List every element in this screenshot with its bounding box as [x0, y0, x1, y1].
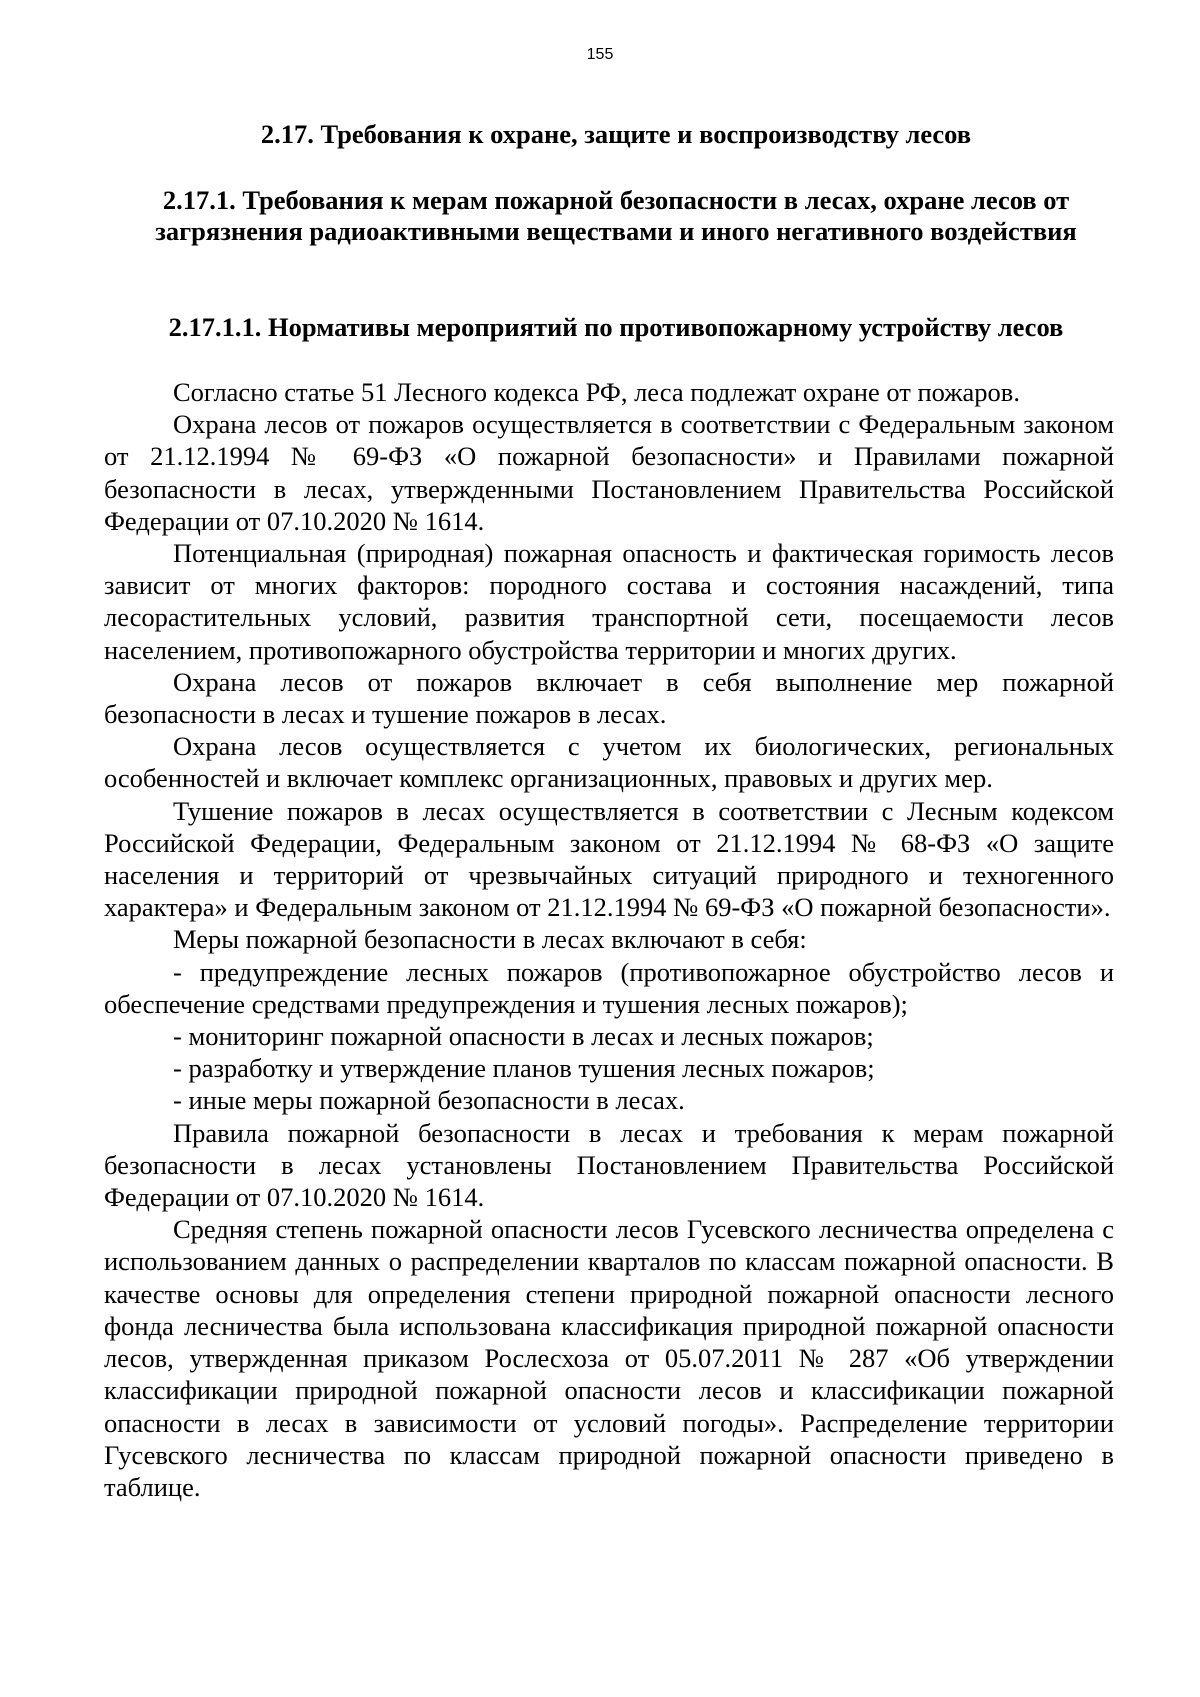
- paragraph: Охрана лесов от пожаров осуществляется в соответствии с Федеральным законом от 21.12.1994 № 69-ФЗ «О пожарной безопасности» и Правилами пожарной безопасности в лесах, утвержденными Постановлением Правительства Российской Федерации от 07.10.2020 № 1614.: [104, 409, 1114, 536]
- body-text: [104, 376, 1114, 1503]
- paragraph: Тушение пожаров в лесах осуществляется в соответствии с Лесным кодексом Российской Федерации, Федеральным законом от 21.12.1994 № 68-ФЗ «О защите населения и территорий от чрезвычайных ситуаций природного и техногенного характера» и Федеральным законом от 21.12.1994 № 69-ФЗ «О пожарной безопасности».: [104, 795, 1114, 923]
- section-heading: 2.17. Требования к охране, защите и воспроизводству лесов: [260, 119, 972, 149]
- paragraph: Согласно статье 51 Лесного кодекса РФ, леса подлежат охране от пожаров.: [173, 377, 1020, 407]
- paragraph: Правила пожарной безопасности в лесах и требования к мерам пожарной безопасности в лесах установлены Постановлением Правительства Российской Федерации от 07.10.2020 № 1614.: [104, 1117, 1114, 1213]
- list-item: - предупреждение лесных пожаров (противопожарное обустройство лесов и обеспечение средствами предупреждения и тушения лесных пожаров);: [104, 956, 1114, 1019]
- paragraph: Меры пожарной безопасности в лесах включают в себя:: [173, 924, 807, 955]
- list-item: - иные меры пожарной безопасности в лесах.: [173, 1085, 685, 1116]
- list-item: - мониторинг пожарной опасности в лесах и лесных пожаров;: [173, 1021, 874, 1052]
- subsubsection-heading: 2.17.1.1. Нормативы мероприятий по противопожарному устройству лесов: [168, 312, 1064, 342]
- list-item: - разработку и утверждение планов тушения лесных пожаров;: [173, 1053, 875, 1084]
- paragraph: Охрана лесов осуществляется с учетом их биологических, региональных особенностей и включает комплекс организационных, правовых и других мер.: [104, 731, 1114, 794]
- paragraph: Потенциальная (природная) пожарная опасность и фактическая горимость лесов зависит от многих факторов: породного состава и состояния насаждений, типа лесорастительных условий, развития транспортной сети, посещаемости лесов населением, противопожарного обустройства территории и многих других.: [104, 538, 1114, 665]
- paragraph: Охрана лесов от пожаров включает в себя выполнение мер пожарной безопасности в лесах и тушение пожаров в лесах.: [104, 666, 1114, 730]
- page-number: 155: [586, 46, 614, 63]
- subsection-heading: 2.17.1. Требования к мерам пожарной безопасности в лесах, охране лесов от загрязнения радиоактивными веществами и иного негативного воздействия: [155, 185, 1077, 246]
- paragraph: Средняя степень пожарной опасности лесов Гусевского лесничества определена с использованием данных о распределении кварталов по классам пожарной опасности. В качестве основы для определения степени природной пожарной опасности лесного фонда лесничества была использована классификация природной пожарной опасности лесов, утвержденная приказом Рослесхоза от 05.07.2011 № 287 «Об утверждении классификации природной пожарной опасности лесов и классификации пожарной опасности в лесах в зависимости от условий погоды». Распределение территории Гусевского лесничества по классам природной пожарной опасности приведено в таблице.: [104, 1214, 1114, 1502]
